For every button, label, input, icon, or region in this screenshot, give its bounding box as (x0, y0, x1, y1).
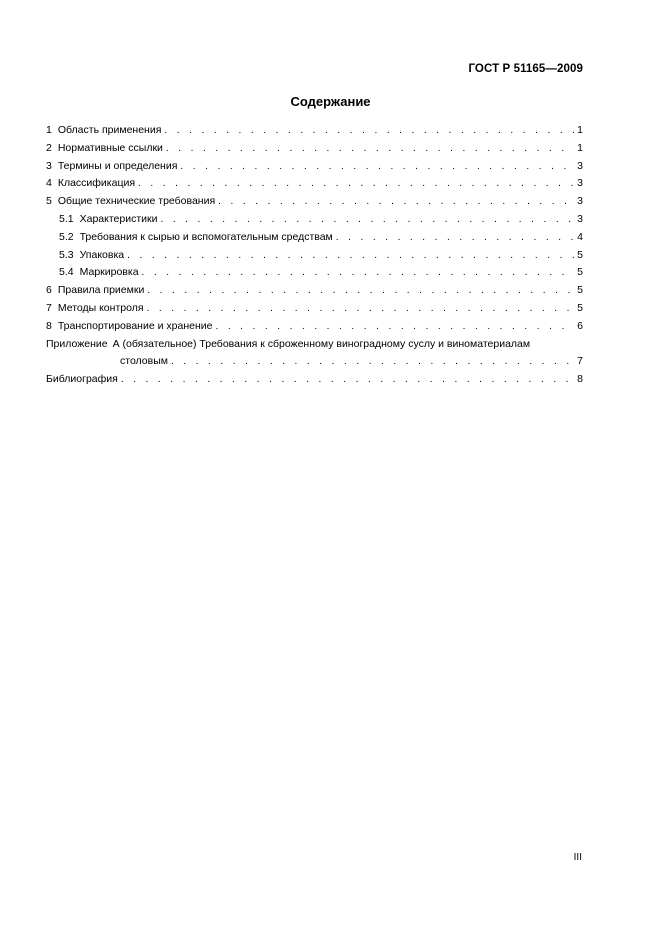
toc-entry-page: 5 (577, 284, 583, 297)
toc-entry-number: 3 (46, 159, 52, 172)
toc-entry-5-2[interactable] (46, 229, 583, 247)
toc-entry-number: 4 (46, 177, 52, 190)
dot-leader (138, 175, 574, 193)
table-of-contents (46, 122, 583, 389)
toc-entry-page: 8 (577, 373, 583, 386)
toc-entry-title: Характеристики (79, 212, 158, 225)
dot-leader (127, 247, 574, 265)
toc-entry-label (46, 175, 135, 193)
toc-entry-3[interactable] (46, 158, 583, 176)
toc-entry-title: Транспортирование и хранение (57, 319, 213, 332)
toc-entry-page: 5 (577, 301, 583, 314)
toc-entry-7[interactable] (46, 300, 583, 318)
toc-entry-2[interactable] (46, 140, 583, 158)
toc-entry-page: 5 (577, 248, 583, 261)
toc-entry-page: 3 (577, 159, 583, 172)
dot-leader (147, 282, 574, 300)
toc-entry-label (46, 122, 161, 140)
toc-entry-label (46, 318, 212, 336)
dot-leader (215, 318, 574, 336)
toc-entry-title: Нормативные ссылки (57, 141, 163, 154)
toc-entry-page: 1 (577, 141, 583, 154)
toc-title: Содержание (290, 94, 371, 109)
toc-entry-page: 3 (577, 177, 583, 190)
toc-entry-number: 7 (46, 301, 52, 314)
dot-leader (166, 140, 574, 158)
toc-entry-5-4[interactable] (46, 264, 583, 282)
toc-entry-5-1[interactable] (46, 211, 583, 229)
toc-entry-6[interactable] (46, 282, 583, 300)
toc-entry-number: 5.1 (59, 212, 74, 225)
toc-entry-label (59, 264, 139, 282)
toc-entry-title: Общие технические требования (57, 195, 216, 208)
dot-leader (142, 264, 574, 282)
appendix-word: Приложение (46, 337, 108, 350)
toc-entry-label (46, 158, 177, 176)
dot-leader (180, 158, 574, 176)
document-code: ГОСТ Р 51165—2009 (468, 63, 583, 75)
dot-leader (171, 353, 574, 371)
dot-leader (147, 300, 574, 318)
toc-entry-label (46, 282, 144, 300)
toc-entry-title: Термины и определения (57, 159, 178, 172)
toc-entry-label (59, 211, 157, 229)
toc-entry-page: 6 (577, 319, 583, 332)
toc-entry-5[interactable] (46, 193, 583, 211)
toc-entry-appendix-a[interactable] (46, 336, 583, 372)
toc-entry-page: 7 (577, 355, 583, 368)
toc-entry-label (59, 247, 124, 265)
appendix-continuation-line (46, 353, 583, 371)
toc-entry-page: 5 (577, 266, 583, 279)
toc-entry-title: Требования к сырью и вспомогательным средствам (79, 230, 333, 243)
toc-entry-title: Маркировка (79, 266, 139, 279)
dot-leader (218, 193, 574, 211)
dot-leader (336, 229, 574, 247)
toc-entry-bibliography[interactable] (46, 371, 583, 389)
toc-entry-title: Правила приемки (57, 284, 145, 297)
dot-leader (121, 371, 574, 389)
appendix-title-line2: столовым (120, 355, 168, 368)
appendix-title-line1: А (обязательное) Требования к сброженному виноградному суслу и виноматериалам (112, 337, 531, 350)
appendix-first-line (46, 336, 583, 354)
dot-leader (164, 122, 574, 140)
toc-entry-page: 4 (577, 230, 583, 243)
toc-entry-title: Библиография (46, 373, 118, 386)
toc-entry-page: 3 (577, 195, 583, 208)
toc-entry-title: Методы контроля (57, 301, 144, 314)
toc-entry-number: 5.3 (59, 248, 74, 261)
toc-entry-5-3[interactable] (46, 247, 583, 265)
toc-entry-page: 1 (577, 124, 583, 136)
toc-entry-title: Классификация (57, 177, 136, 190)
toc-entry-label (59, 229, 333, 247)
toc-entry-number: 5.4 (59, 266, 74, 279)
dot-leader (160, 211, 574, 229)
toc-entry-label (46, 193, 215, 211)
page-number: III (573, 852, 582, 863)
toc-entry-title: Область применения (57, 124, 162, 136)
toc-entry-label (46, 140, 163, 158)
toc-entry-8[interactable] (46, 318, 583, 336)
toc-entry-number: 6 (46, 284, 52, 297)
toc-entry-number: 5.2 (59, 230, 74, 243)
toc-entry-number: 1 (46, 124, 52, 136)
toc-entry-title: Упаковка (79, 248, 125, 261)
toc-entry-number: 2 (46, 141, 52, 154)
toc-entry-number: 5 (46, 195, 52, 208)
toc-entry-label (46, 300, 144, 318)
toc-entry-4[interactable] (46, 175, 583, 193)
toc-entry-number: 8 (46, 319, 52, 332)
toc-entry-page: 3 (577, 212, 583, 225)
toc-entry-1[interactable] (46, 122, 583, 140)
